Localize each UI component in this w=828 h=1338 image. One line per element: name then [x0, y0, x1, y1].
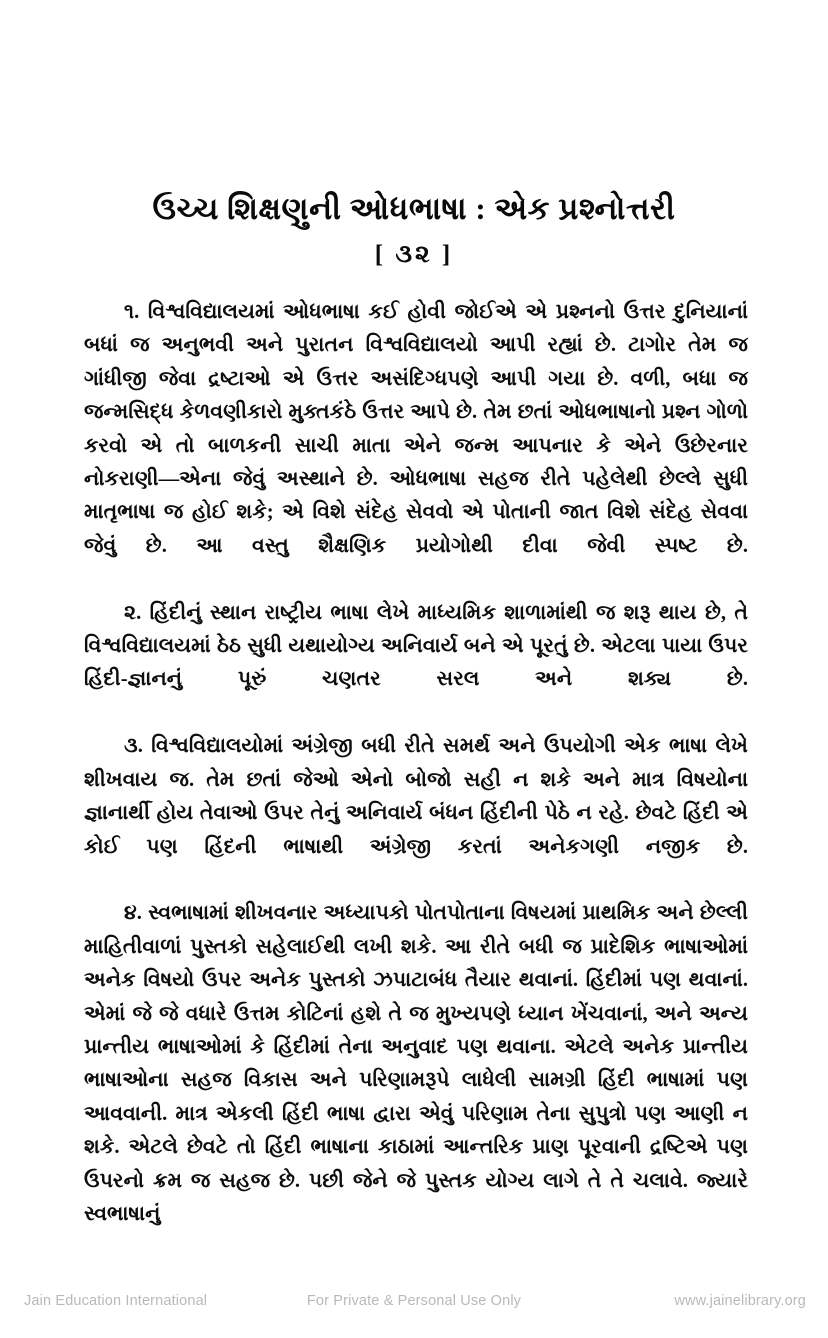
- footer-organization: Jain Education International: [24, 1293, 208, 1309]
- page-title: ઉચ્ચ શિક્ષણુની ઓધભાષા : એક પ્રશ્નોત્તરી: [152, 191, 676, 226]
- paragraph-4: ૪. સ્વભાષામાં શીખવનાર અધ્યાપકો પોતપોતાના વિષયમાં પ્રાથમિક અને છેલ્લી માહિતીવાળાં પુસ્તકો સહેલાઈથી લખી શકે. આ રીતે બધી જ પ્રાદેશિક ભાષાઓમાં અનેક વિષયો ઉપર અનેક પુસ્તકો ઝપાટાબંધ તૈયાર થવાનાં. હિંદીમાં પણ થવાનાં. એમાં જે જે વધારે ઉત્તમ કોટિનાં હશે તે જ મુખ્યપણે ધ્યાન ખેંચવાનાં, અને અન્ય પ્રાન્તીય ભાષાઓમાં કે હિંદીમાં તેના અનુવાદ પણ થવાના. એટલે અનેક પ્રાન્તીય ભાષાઓના સહજ વિકાસ અને પરિણામરૂપે લાધેલી સામગ્રી હિંદી ભાષામાં પણ આવવાની. માત્ર એકલી હિંદી ભાષા દ્વારા એવું પરિણામ તેના સુપુત્રો પણ આણી ન શકે. એટલે છેવટે તો હિંદી ભાષાના કાઠામાં આન્તરિક પ્રાણ પૂરવાની દ્રષ્ટિએ પણ ઉપરનો ક્રમ જ સહજ છે. પછી જેને જે પુસ્તક યોગ્ય લાગે તે તે ચલાવે. જ્યારે સ્વભાષાનું: [84, 902, 748, 1225]
- body-text: [84, 296, 748, 1265]
- footer-website-link[interactable]: www.jainelibrary.org: [674, 1293, 806, 1309]
- page-number: [ ૩૨ ]: [374, 240, 454, 268]
- paragraph-3: ૩. વિશ્વવિદ્યાલયોમાં અંગ્રેજી બધી રીતે સમર્થ અને ઉપયોગી એક ભાષા લેખે શીખવાય જ. તેમ છતાં જેઓ એનો બોજો સહી ન શકે અને માત્ર વિષયોના જ્ઞાનાર્થી હોય તેવાઓ ઉપર તેનું અનિવાર્ય બંધન હિંદીની પેઠે ન રહે. છેવટે હિંદી એ કોઈ પણ હિંદની ભાષાથી અંગ્રેજી કરતાં અનેકગણી નજીક છે.: [84, 735, 748, 858]
- paragraph-1: ૧. વિશ્વવિદ્યાલયમાં ઓધભાષા કઈ હોવી જોઈએ એ પ્રશ્નનો ઉત્તર દુનિયાનાં બધાં જ અનુભવી અને પુરાતન વિશ્વવિદ્યાલયો આપી રહ્યાં છે. ટાગોર તેમ જ ગાંધીજી જેવા દ્રષ્ટાઓ એ ઉત્તર અસંદિગ્ધપણે આપી ગયા છે. વળી, બધા જ જન્મસિદ્ધ કેળવણીકારો મુક્તકંઠે ઉત્તર આપે છે. તેમ છતાં ઓધભાષાનો પ્રશ્ન ગોળો કરવો એ તો બાળકની સાચી માતા એને જન્મ આપનાર કે એને ઉછેરનાર નોકરાણી—એના જેવું અસ્થાને છે. ઓધભાષા સહજ રીતે પહેલેથી છેલ્લે સુધી માતૃભાષા જ હોઈ શકે; એ વિશે સંદેહ સેવવો એ પોતાની જાત વિશે સંદેહ સેવવા જેવું છે. આ વસ્તુ શૈક્ષણિક પ્રયોગોથી દીવા જેવી સ્પષ્ટ છે.: [84, 301, 749, 557]
- page-footer: [0, 1290, 828, 1312]
- page-header: [0, 190, 828, 269]
- footer-usage-notice: For Private & Personal Use Only: [306, 1293, 522, 1309]
- paragraph-2: ૨. હિંદીનું સ્થાન રાષ્ટ્રીય ભાષા લેખે માધ્યમિક શાળામાંથી જ શરૂ થાય છે, તે વિશ્વવિદ્યાલયમાં ઠેઠ સુધી યથાયોગ્ય અનિવાર્ય બને એ પૂરતું છે. એટલા પાયા ઉપર હિંદી-જ્ઞાનનું પૂરું ચણતર સરલ અને શક્ય છે.: [84, 601, 748, 691]
